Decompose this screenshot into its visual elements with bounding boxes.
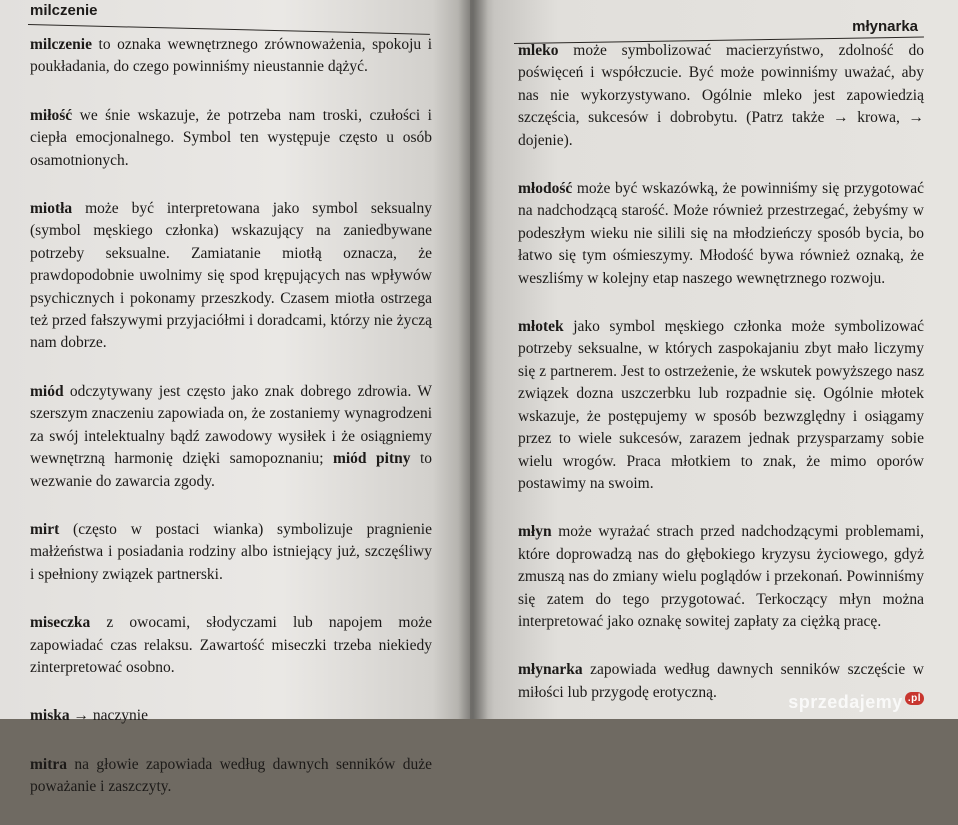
headword: miseczka bbox=[30, 614, 91, 632]
entry-text: → naczynie bbox=[69, 707, 148, 725]
dictionary-entry bbox=[518, 521, 924, 633]
headword: miłość bbox=[30, 106, 73, 124]
dictionary-entry bbox=[518, 40, 924, 152]
headword-secondary: miód pitny bbox=[332, 450, 411, 468]
entry-text: odczytywany jest często jako znak dobrego zdrowia. W szerszym znaczeniu zapowiada on, że zostaniemy wynagrodzeni za swój intelektualny bądź zawodowy wysiłek i że osiągniemy wewnętrzną harmonię dzięki samopoznaniu; bbox=[30, 382, 432, 468]
entry-text: może być wskazówką, że powinniśmy się przygotować na nadchodzącą starość. Może również przestrzegać, żebyśmy w podeszłym wieku nie silili się na młodzieńczy sposób bycia, bo łatwo się tym ośmieszymy. Młodość bywa również oznaką, że weszliśmy w kolejny etap naszego wewnętrznego rozwoju. bbox=[518, 180, 924, 287]
watermark-badge: .pl bbox=[905, 692, 924, 705]
dictionary-entry bbox=[30, 381, 432, 493]
entry-text: z owocami, słodyczami lub napojem może zapowiadać czas relaksu. Zawartość miseczki trzeba niekiedy zinterpretować osobno. bbox=[30, 614, 432, 676]
dictionary-entry bbox=[518, 178, 924, 290]
entry-text: może być interpretowana jako symbol seksualny (symbol męskiego członka) wskazujący na zaniedbywane potrzeby seksualne. Zamiatanie miotłą oznacza, że prawdopodobnie uwolnimy się spod krępujących nas wpływów psychicznych i pokonamy przeszkody. Czasem miotła ostrzega też przed fałszywymi przyjaciółmi i doradcami, którzy nie życzą nam dobrze. bbox=[30, 200, 432, 352]
headword: mitra bbox=[30, 755, 68, 773]
headword: miotła bbox=[30, 200, 73, 218]
left-entry-list bbox=[30, 34, 432, 825]
entry-text: zapowiada według dawnych senników szczęście w miłości lub przygodę erotyczną. bbox=[518, 661, 924, 701]
headword: młynarka bbox=[518, 661, 583, 679]
headword: miód bbox=[30, 382, 64, 400]
headword: milczenie bbox=[30, 36, 92, 53]
right-page bbox=[470, 0, 958, 719]
dictionary-entry bbox=[30, 34, 432, 79]
headword: młodość bbox=[518, 180, 573, 198]
dictionary-entry bbox=[30, 705, 432, 727]
entry-text: jako symbol męskiego członka może symbolizować potrzeby seksualne, w których zaspokajaniu zbyt mało liczymy się z partnerem. Jest to ostrzeżenie, że wskutek powyższego nasz związek dozna uszczerbku lub rozpadnie się. Ogólnie młotek wskazuje, że postępujemy w sposób bezwzględny i osiągamy przez to wiele sukcesów, zarazem jednak przysparzamy sobie wielu wrogów. Praca młotkiem to znak, że mimo oporów postawimy na swoim. bbox=[518, 318, 924, 492]
dictionary-entry bbox=[518, 316, 924, 495]
dictionary-entry bbox=[30, 754, 432, 799]
dictionary-entry bbox=[30, 105, 432, 172]
running-head-left: milczenie bbox=[30, 2, 98, 19]
right-entry-list bbox=[518, 40, 924, 730]
dictionary-entry bbox=[30, 198, 432, 355]
entry-text: może wyrażać strach przed nadchodzącymi problemami, które doprowadzą nas do głębokiego kryzysu życiowego, gdyż zmuszą nas do zmiany wielu poglądów i przekonań. Powinniśmy się zatem do tego przygotować. Terkoczący młyn można interpretować jako oznakę sowitej zapłaty za ciężką pracę. bbox=[518, 523, 924, 630]
entry-text: może symbolizować macierzyństwo, zdolność do poświęceń i współczucie. Być może powinniśmy uważać, aby nas nie wykorzystywano. Ogólnie mleko jest zapowiedzią szczęścia, sukcesów i dobrobytu. (Patrz także → krowa, → dojenie). bbox=[518, 42, 924, 149]
running-head-right: młynarka bbox=[852, 18, 918, 35]
entry-text: to oznaka wewnętrznego zrównoważenia, spokoju i poukładania, do czego powinniśmy nieustannie dążyć. bbox=[30, 36, 432, 76]
book-gutter-shadow bbox=[458, 0, 488, 719]
watermark-text: sprzedajemy bbox=[788, 692, 903, 712]
dictionary-entry bbox=[30, 612, 432, 679]
headword: młotek bbox=[518, 318, 564, 336]
left-page bbox=[0, 0, 470, 796]
headword: młyn bbox=[518, 523, 552, 541]
headword: mleko bbox=[518, 42, 559, 59]
entry-text: na głowie zapowiada według dawnych senników duże poważanie i zaszczyty. bbox=[30, 755, 432, 796]
dictionary-entry bbox=[30, 519, 432, 586]
entry-text: (często w postaci wianka) symbolizuje pragnienie małżeństwa i posiadania rodziny albo istniejący już, szczęśliwy i spełniony związek partnerski. bbox=[30, 520, 432, 583]
entry-text: we śnie wskazuje, że potrzeba nam troski, czułości i ciepła emocjonalnego. Symbol ten występuje często u osób osamotnionych. bbox=[30, 106, 432, 169]
headword: mirt bbox=[30, 520, 60, 538]
headword: miska bbox=[30, 707, 70, 725]
entry-text-secondary: to wezwanie do zawarcia zgody. bbox=[30, 450, 432, 490]
watermark-logo bbox=[788, 692, 924, 713]
